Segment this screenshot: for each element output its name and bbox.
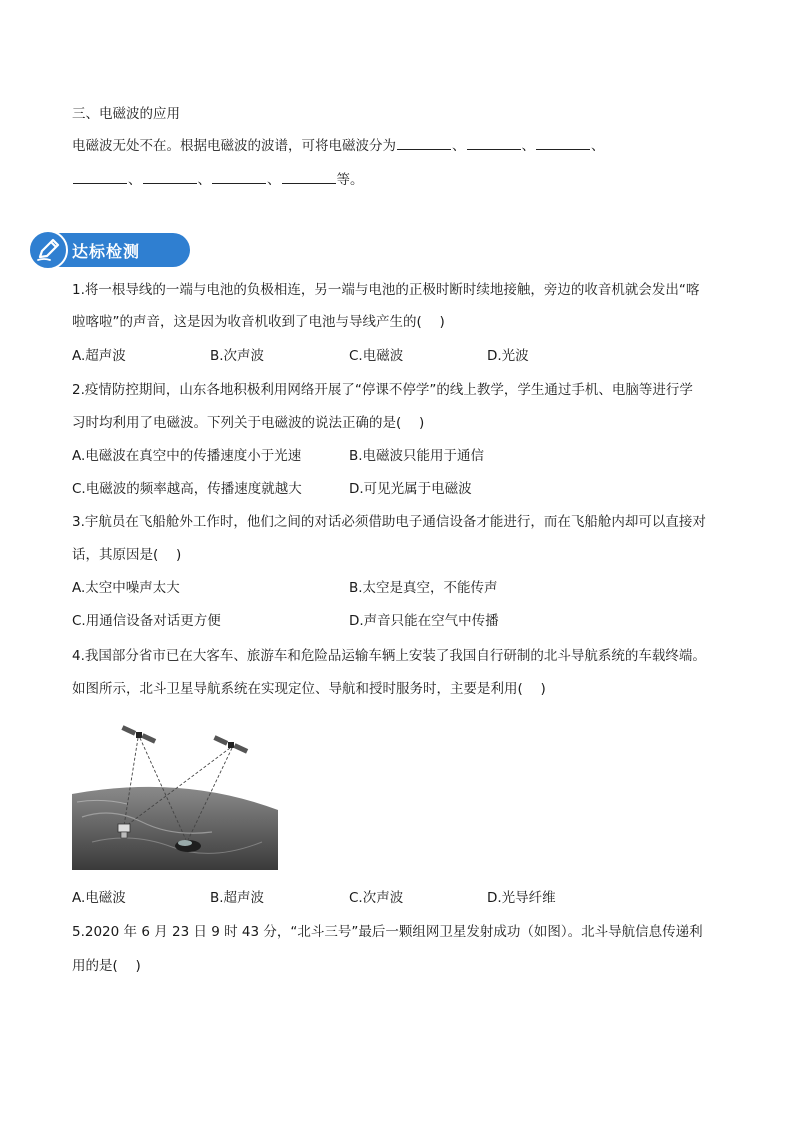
blank-1[interactable]	[397, 136, 451, 150]
blank-5[interactable]	[143, 170, 197, 184]
q2-option-c[interactable]: C.电磁波的频率越高，传播速度就越大	[72, 481, 302, 497]
pencil-icon	[28, 230, 68, 270]
q4-option-b[interactable]: B.超声波	[210, 890, 265, 906]
q4-option-a[interactable]: A.电磁波	[72, 890, 126, 906]
q1-option-d[interactable]: D.光波	[487, 348, 529, 364]
separator: 、	[267, 172, 281, 188]
question-1-line-1: 1.将一根导线的一端与电池的负极相连，另一端与电池的正极时断时续地接触，旁边的收音机就会发出“喀	[72, 282, 700, 298]
section-text: 电磁波无处不在。根据电磁波的波谱，可将电磁波分为	[72, 138, 396, 154]
separator: 、	[521, 138, 535, 154]
question-1-line-2: 啦喀啦”的声音，这是因为收音机收到了电池与导线产生的( )	[72, 314, 445, 330]
q3-option-c[interactable]: C.用通信设备对话更方便	[72, 613, 221, 629]
section-banner	[28, 230, 190, 270]
separator: 、	[591, 138, 605, 154]
q1-option-c[interactable]: C.电磁波	[349, 348, 404, 364]
section-fill-line-2	[72, 170, 364, 190]
section-fill-line-1	[72, 136, 605, 156]
section-heading: 三、电磁波的应用	[72, 106, 180, 122]
question-4-line-2: 如图所示，北斗卫星导航系统在实现定位、导航和授时服务时，主要是利用( )	[72, 681, 546, 697]
question-5-line-1: 5.2020 年 6 月 23 日 9 时 43 分，“北斗三号”最后一颗组网卫星发射成功（如图）。北斗导航信息传递利	[72, 924, 703, 940]
q2-option-a[interactable]: A.电磁波在真空中的传播速度小于光速	[72, 448, 302, 464]
blank-2[interactable]	[467, 136, 521, 150]
question-2-line-2: 习时均利用了电磁波。下列关于电磁波的说法正确的是( )	[72, 415, 425, 431]
satellite-navigation-illustration	[72, 722, 278, 870]
banner-title: 达标检测	[72, 242, 141, 261]
q1-option-b[interactable]: B.次声波	[210, 348, 265, 364]
q2-option-d[interactable]: D.可见光属于电磁波	[349, 481, 472, 497]
blank-3[interactable]	[536, 136, 590, 150]
blank-4[interactable]	[73, 170, 127, 184]
q3-option-d[interactable]: D.声音只能在空气中传播	[349, 613, 499, 629]
q4-option-c[interactable]: C.次声波	[349, 890, 404, 906]
question-3-line-2: 话，其原因是( )	[72, 547, 182, 563]
separator: 、	[197, 172, 211, 188]
separator: 、	[128, 172, 142, 188]
blank-6[interactable]	[212, 170, 266, 184]
car-icon	[175, 840, 201, 852]
q2-option-b[interactable]: B.电磁波只能用于通信	[349, 448, 485, 464]
separator: 、	[452, 138, 466, 154]
blank-7[interactable]	[282, 170, 336, 184]
question-2-line-1: 2.疫情防控期间，山东各地积极利用网络开展了“停课不停学”的线上教学，学生通过手机、电脑等进行学	[72, 382, 693, 398]
question-5-line-2: 用的是( )	[72, 958, 141, 974]
q4-option-d[interactable]: D.光导纤维	[487, 890, 556, 906]
q3-option-a[interactable]: A.太空中噪声太大	[72, 580, 180, 596]
q1-option-a[interactable]: A.超声波	[72, 348, 126, 364]
q3-option-b[interactable]: B.太空是真空，不能传声	[349, 580, 498, 596]
section-suffix: 等。	[336, 172, 364, 188]
question-4-line-1: 4.我国部分省市已在大客车、旅游车和危险品运输车辆上安装了我国自行研制的北斗导航系统的车载终端。	[72, 648, 706, 664]
question-3-line-1: 3.宇航员在飞船舱外工作时，他们之间的对话必须借助电子通信设备才能进行，而在飞船舱内却可以直接对	[72, 514, 706, 530]
